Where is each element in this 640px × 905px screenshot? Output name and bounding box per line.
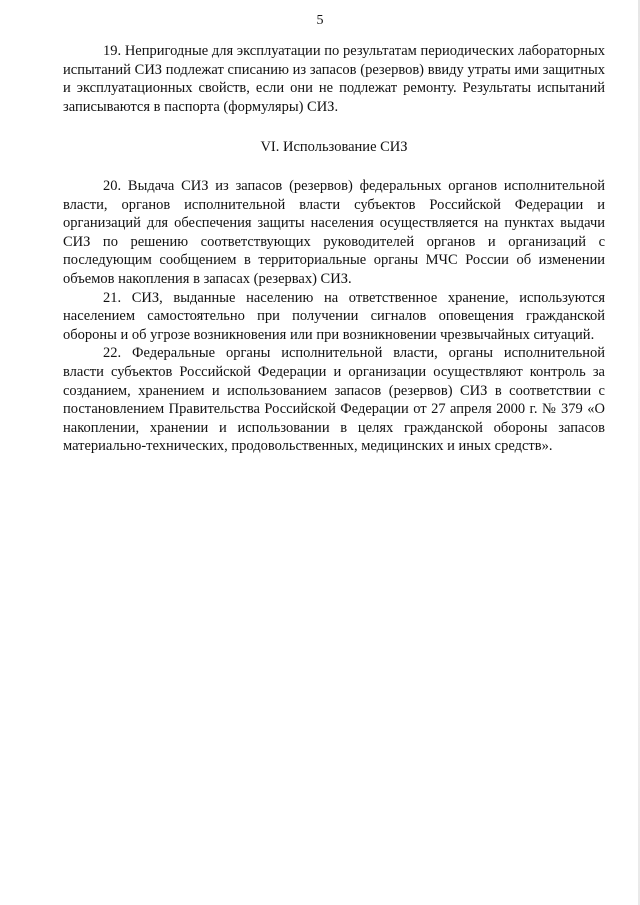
paragraph-19: 19. Непригодные для эксплуатации по результатам периодических лабораторных испытаний СИЗ подлежат списанию из запасов (резервов) ввиду утраты ими защитных и эксплуатационных свойств, если они не подлежат ремонту. Результаты испытаний записываются в паспорта (формуляры) СИЗ. [63, 43, 605, 115]
page-number: 5 [316, 13, 324, 28]
paragraph-20: 20. Выдача СИЗ из запасов (резервов) федеральных органов исполнительной власти, органов исполнительной власти субъектов Российской Федерации и организаций для обеспечения защиты населения осуществляется на пунктах выдачи СИЗ по решению соответствующих руководителей органов и организаций с последующим сообщением в территориальные органы МЧС России об изменении объемов накопления в запасах (резервах) СИЗ. [63, 177, 605, 287]
document-body [63, 42, 605, 456]
section-heading: VI. Использование СИЗ [260, 139, 408, 156]
paragraph-21: 21. СИЗ, выданные населению на ответственное хранение, используются населением самостоятельно при получении сигналов оповещения гражданской обороны и об угрозе возникновения или при возникновении чрезвычайных ситуаций. [63, 289, 605, 343]
paragraph-22: 22. Федеральные органы исполнительной власти, органы исполнительной власти субъектов Российской Федерации и организации осуществляют контроль за созданием, хранением и использованием запасов (резервов) СИЗ в соответствии с постановлением Правительства Российской Федерации от 27 апреля 2000 г. № 379 «О накоплении, хранении и использовании в целях гражданской обороны запасов материально-технических, продовольственных, медицинских и иных средств». [63, 345, 605, 455]
